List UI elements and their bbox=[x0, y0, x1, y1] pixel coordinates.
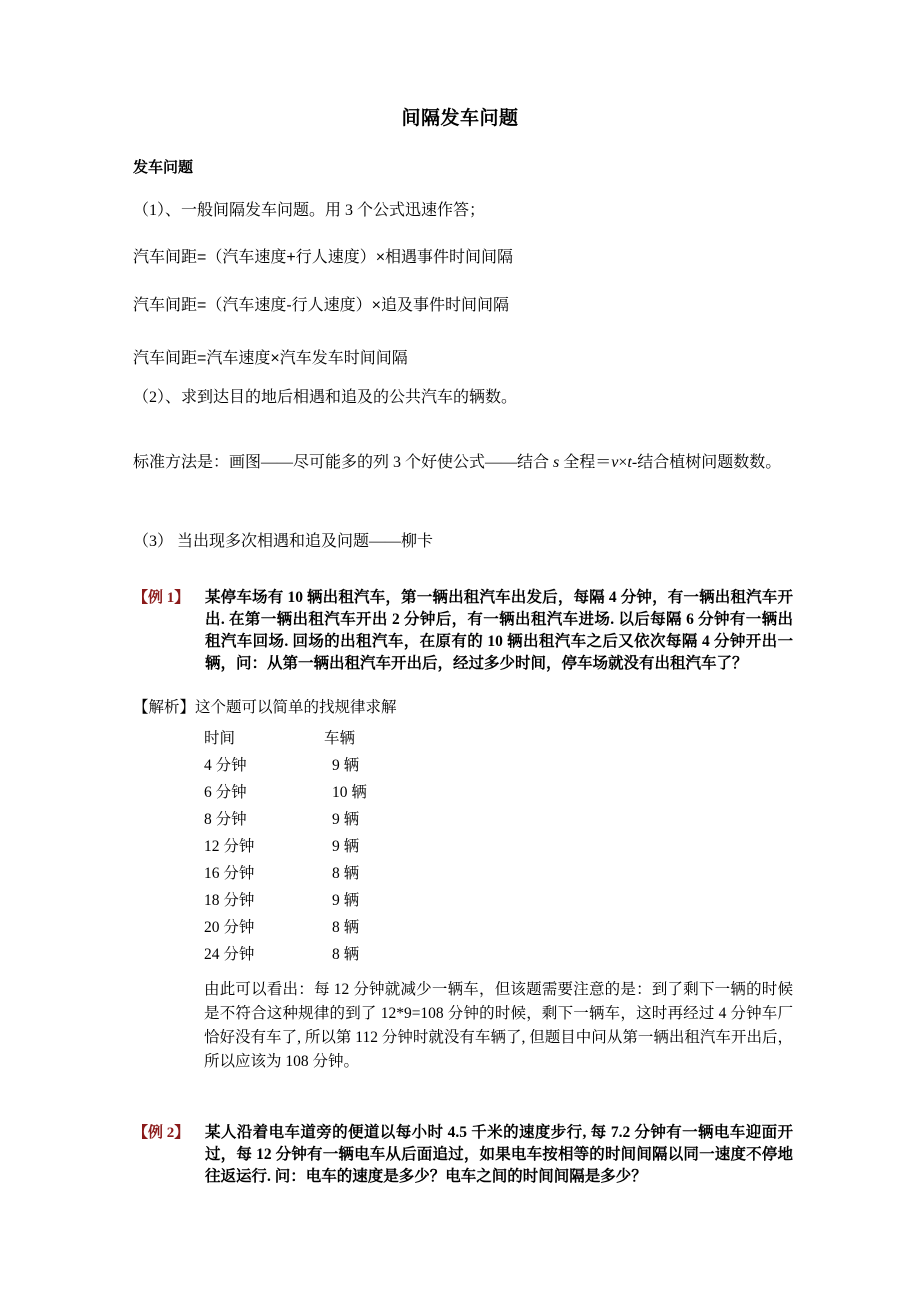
method-symbol-s: s bbox=[553, 454, 560, 471]
table-row bbox=[204, 779, 444, 806]
example-1 bbox=[133, 587, 793, 675]
cell-vehicles bbox=[324, 941, 444, 968]
example-2 bbox=[133, 1122, 793, 1188]
cell-vehicles-value: 9 辆 bbox=[332, 757, 360, 774]
method-symbol-times: × bbox=[618, 454, 628, 471]
cell-vehicles bbox=[324, 860, 444, 887]
formula-departure-interval: 汽车间距=汽车速度×汽车发车时间间隔 bbox=[133, 350, 408, 367]
cell-vehicles bbox=[324, 914, 444, 941]
analysis-heading: 【解析】这个题可以简单的找规律求解 bbox=[133, 699, 397, 716]
table-header-row bbox=[204, 725, 444, 752]
cell-time: 12 分钟 bbox=[204, 838, 255, 855]
cell-vehicles-value: 8 辆 bbox=[332, 919, 360, 936]
table-row bbox=[204, 941, 444, 968]
cell-time: 20 分钟 bbox=[204, 919, 255, 936]
cell-time: 18 分钟 bbox=[204, 892, 255, 909]
table-row bbox=[204, 833, 444, 860]
standard-method-paragraph bbox=[133, 440, 793, 486]
cell-vehicles-value: 9 辆 bbox=[332, 892, 360, 909]
column-header-time: 时间 bbox=[204, 730, 236, 747]
page-title: 间隔发车问题 bbox=[401, 108, 519, 129]
cell-vehicles-value: 9 辆 bbox=[332, 811, 360, 828]
table-row bbox=[204, 806, 444, 833]
cell-time: 24 分钟 bbox=[204, 946, 255, 963]
analysis-table bbox=[204, 725, 444, 968]
example-1-label: 【例 1】 bbox=[133, 590, 190, 606]
column-header-vehicles: 车辆 bbox=[324, 730, 356, 747]
cell-vehicles bbox=[324, 833, 444, 860]
method-text-part-1: 标准方法是：画图——尽可能多的列 3 个好使公式——结合 bbox=[133, 454, 554, 471]
cell-vehicles-value: 9 辆 bbox=[332, 838, 360, 855]
method-symbol-v: v bbox=[611, 454, 619, 471]
cell-time: 8 分钟 bbox=[204, 811, 247, 828]
cell-vehicles-value: 8 辆 bbox=[332, 946, 360, 963]
method-text-part-2: 全程＝ bbox=[559, 454, 612, 471]
formula-catchup: 汽车间距=（汽车速度-行人速度）×追及事件时间间隔 bbox=[133, 297, 510, 314]
intro-item-2: （2）、求到达目的地后相遇和追及的公共汽车的辆数。 bbox=[133, 389, 518, 406]
cell-time: 16 分钟 bbox=[204, 865, 255, 882]
cell-vehicles bbox=[324, 752, 444, 779]
cell-time: 4 分钟 bbox=[204, 757, 247, 774]
cell-vehicles bbox=[324, 779, 444, 806]
table-row bbox=[204, 914, 444, 941]
example-1-text: 某停车场有 10 辆出租汽车，第一辆出租汽车出发后，每隔 4 分钟，有一辆出租汽车开出. 在第一辆出租汽车开出 2 分钟后，有一辆出租汽车进场. 以后每隔 6 分钟有一辆出租汽车回场. 回场的出租汽车，在原有的 10 辆出租汽车之后又依次每隔 4 分钟开出一辆，问：从第一辆出租汽车开出后，经过多少时间，停车场就没有出租汽车了？ bbox=[205, 589, 793, 672]
cell-vehicles-value: 10 辆 bbox=[332, 784, 367, 801]
table-row bbox=[204, 860, 444, 887]
time-vehicle-table bbox=[204, 725, 444, 968]
cell-vehicles-value: 8 辆 bbox=[332, 865, 360, 882]
cell-vehicles bbox=[324, 806, 444, 833]
cell-vehicles bbox=[324, 887, 444, 914]
table-row bbox=[204, 752, 444, 779]
table-row bbox=[204, 887, 444, 914]
method-symbol-t: t bbox=[627, 454, 632, 471]
method-text-part-3: -结合植树问题数数。 bbox=[631, 454, 782, 471]
section-heading: 发车问题 bbox=[133, 159, 194, 176]
intro-item-3: （3） 当出现多次相遇和追及问题——柳卡 bbox=[133, 533, 434, 550]
cell-time: 6 分钟 bbox=[204, 784, 247, 801]
table-body bbox=[204, 752, 444, 968]
example-2-text: 某人沿着电车道旁的便道以每小时 4.5 千米的速度步行, 每 7.2 分钟有一辆电车迎面开过，每 12 分钟有一辆电车从后面追过，如果电车按相等的时间间隔以同一速度不停地往返运行. 问：电车的速度是多少？电车之间的时间间隔是多少？ bbox=[205, 1124, 793, 1185]
formula-meeting: 汽车间距=（汽车速度+行人速度）×相遇事件时间间隔 bbox=[133, 249, 514, 266]
intro-item-1: （1）、一般间隔发车问题。用 3 个公式迅速作答； bbox=[133, 202, 486, 219]
analysis-conclusion: 由此可以看出：每 12 分钟就减少一辆车，但该题需要注意的是：到了剩下一辆的时候是不符合这种规律的到了 12*9=108 分钟的时候，剩下一辆车，这时再经过 4 分钟车厂恰好没有车了, 所以第 112 分钟时就没有车辆了, 但题目中问从第一辆出租汽车开出后，所以应该为 108 分钟。 bbox=[204, 981, 793, 1070]
table-head bbox=[204, 725, 444, 752]
example-2-label: 【例 2】 bbox=[133, 1125, 190, 1141]
